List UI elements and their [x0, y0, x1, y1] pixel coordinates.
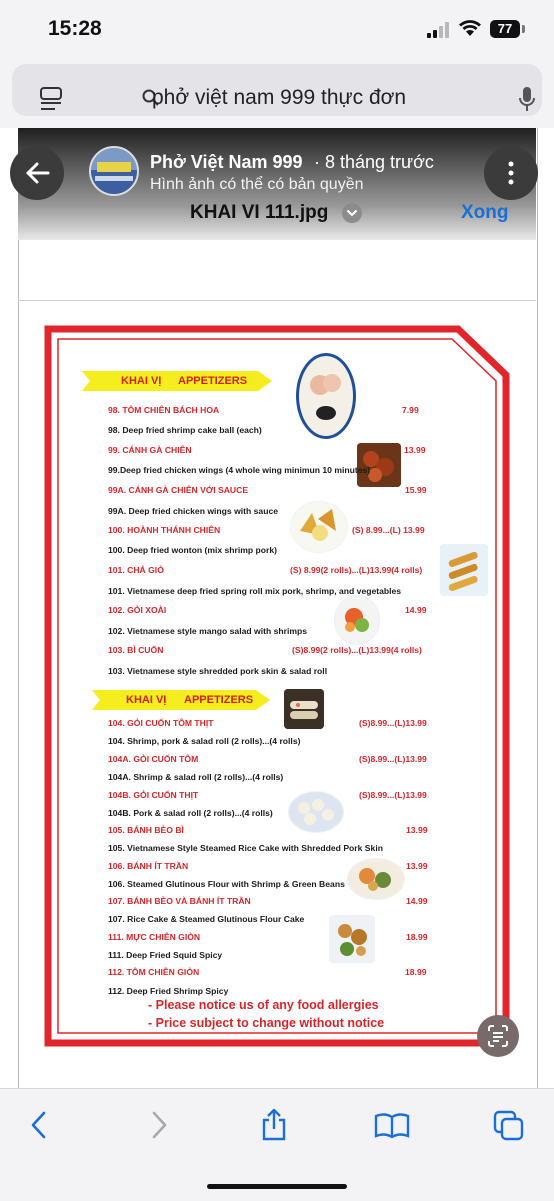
restaurant-photo-icon — [91, 148, 137, 194]
section-banner-appetizers-1 — [96, 371, 258, 391]
file-name[interactable]: KHAI VI 111.jpg — [190, 202, 329, 223]
menu-item-name: 99. CÁNH GÀ CHIÊN — [108, 445, 192, 455]
menu-item-desc: 104B. Pork & salad roll (2 rolls)...(4 rolls) — [108, 808, 273, 818]
menu-item-desc: 100. Deep fried wonton (mix shrimp pork) — [108, 545, 278, 555]
menu-item-price: 14.99 — [406, 896, 428, 906]
menu-item-name: 107. BÁNH BÈO VÀ BÁNH ÍT TRẦN — [108, 896, 251, 906]
menu-item-price: 18.99 — [405, 967, 427, 977]
menu-item-name: 105. BÁNH BÈO BÌ — [108, 825, 184, 835]
menu-item-price: 13.99 — [406, 825, 428, 835]
menu-item-price: (S) 8.99(2 rolls)...(L)13.99(4 rolls) — [290, 565, 423, 575]
menu-item-desc: 99A. Deep fried chicken wings with sauce — [108, 506, 279, 516]
menu-item-name: 111. MỰC CHIÊN GIÒN — [108, 932, 201, 942]
banner-label-vi: KHAI VỊ — [121, 375, 162, 387]
status-time: 15:28 — [48, 17, 102, 40]
food-photo-fried-squid — [329, 915, 375, 963]
menu-item-price: 18.99 — [406, 932, 428, 942]
share-icon[interactable] — [259, 1108, 289, 1142]
reader-mode-icon[interactable] — [40, 87, 62, 111]
price-notice: - Price subject to change without notice — [148, 1016, 385, 1030]
food-photo-fried-wonton — [290, 501, 348, 553]
forward-nav-icon[interactable] — [148, 1108, 170, 1142]
bookmarks-icon[interactable] — [374, 1108, 410, 1142]
menu-item-name: 102. GỎI XOÀI — [108, 605, 167, 615]
menu-item-name: 104A. GỎI CUỐN TÔM — [108, 754, 199, 764]
search-query-text: phở việt nam 999 thực đơn — [152, 86, 407, 109]
menu-item-desc: 104A. Shrimp & salad roll (2 rolls)...(4 rolls) — [108, 772, 284, 782]
more-vertical-icon — [484, 146, 538, 200]
menu-item-desc: 102. Vietnamese style mango salad with shrimps — [108, 626, 308, 636]
arrow-left-icon — [10, 146, 64, 200]
section-banner-appetizers-2 — [106, 690, 256, 710]
done-button[interactable]: Xong — [461, 202, 509, 223]
menu-item-price: (S)8.99(2 rolls)...(L)13.99(4 rolls) — [292, 645, 422, 655]
image-top-edge — [18, 300, 536, 301]
menu-item-desc: 103. Vietnamese style shredded pork skin & salad roll — [108, 666, 328, 676]
menu-item-desc: 101. Vietnamese deep fried spring roll mix pork, shrimp, and vegetables — [108, 586, 402, 596]
menu-image — [44, 325, 510, 1047]
source-time: · 8 tháng trước — [314, 152, 434, 172]
battery-tip — [522, 25, 525, 33]
menu-item-desc: 112. Deep Fried Shrimp Spicy — [108, 986, 229, 996]
menu-item-desc: 104. Shrimp, pork & salad roll (2 rolls)...(4 rolls) — [108, 736, 301, 746]
menu-item-desc: 98. Deep fried shrimp cake ball (each) — [108, 425, 262, 435]
menu-item-name: 98. TÔM CHIÊN BÁCH HOA — [108, 405, 220, 415]
food-photo-spring-rolls — [440, 544, 488, 596]
menu-item-price: (S)8.99...(L)13.99 — [359, 718, 427, 728]
menu-item-name: 103. BÌ CUỐN — [108, 645, 164, 655]
source-avatar[interactable] — [89, 146, 139, 196]
menu-item-desc: 106. Steamed Glutinous Flour with Shrimp & Green Beans — [108, 879, 345, 889]
menu-item-name: 99A. CÁNH GÀ CHIÊN VỚI SAUCE — [108, 485, 249, 495]
food-photo-shrimp-cake — [296, 353, 356, 439]
battery-icon: 77 — [490, 20, 520, 38]
menu-item-name: 100. HOÀNH THÁNH CHIÊN — [108, 525, 221, 535]
banner-label-en: APPETIZERS — [184, 694, 254, 706]
live-text-button[interactable] — [477, 1015, 519, 1057]
banner-arrow-2b — [92, 690, 106, 710]
more-options-button[interactable] — [484, 146, 538, 200]
tabs-icon[interactable] — [493, 1108, 525, 1142]
wifi-icon — [458, 18, 482, 38]
menu-item-name: 104B. GỎI CUỐN THỊT — [108, 790, 199, 800]
menu-item-name: 112. TÔM CHIÊN GIÒN — [108, 967, 200, 977]
cellular-signal-icon — [427, 22, 451, 38]
menu-item-price: 13.99 — [404, 445, 426, 455]
file-options-button[interactable] — [342, 203, 362, 223]
microphone-icon[interactable] — [519, 86, 535, 112]
food-photo-rice-cake — [288, 791, 344, 833]
food-photo-salad-roll — [284, 689, 324, 729]
menu-item-price: 7.99 — [402, 405, 419, 415]
chevron-down-icon — [342, 203, 362, 223]
menu-item-price: (S)8.99...(L)13.99 — [359, 754, 427, 764]
banner-arrow-1b — [82, 371, 96, 391]
allergy-notice: - Please notice us of any food allergies — [148, 998, 379, 1012]
browser-address-area — [0, 56, 554, 128]
menu-item-desc: 99.Deep fried chicken wings (4 whole wing minimun 10 minutes) — [108, 465, 371, 475]
menu-item-name: 104. GỎI CUỐN TÔM THỊT — [108, 718, 214, 728]
menu-item-price: (S)8.99...(L)13.99 — [359, 790, 427, 800]
source-name[interactable]: Phở Việt Nam 999 — [150, 152, 303, 172]
back-button[interactable] — [10, 146, 64, 200]
banner-arrow-2 — [256, 690, 270, 710]
food-photo-mango-salad — [334, 595, 380, 645]
banner-label-en: APPETIZERS — [178, 375, 248, 387]
copyright-notice: Hình ảnh có thể có bản quyền — [150, 176, 364, 193]
banner-arrow-1 — [258, 371, 272, 391]
menu-item-name: 106. BÁNH ÍT TRẦN — [108, 861, 189, 871]
home-indicator — [207, 1184, 347, 1189]
menu-item-desc: 111. Deep Fried Squid Spicy — [108, 950, 223, 960]
live-text-icon — [477, 1015, 519, 1057]
menu-item-price: (S) 8.99...(L) 13.99 — [352, 525, 425, 535]
menu-item-name: 101. CHẢ GIÒ — [108, 565, 164, 575]
search-field[interactable] — [12, 64, 542, 116]
menu-item-price: 14.99 — [405, 605, 427, 615]
menu-item-desc: 107. Rice Cake & Steamed Glutinous Flour Cake — [108, 914, 305, 924]
back-nav-icon[interactable] — [28, 1108, 50, 1142]
menu-item-price: 13.99 — [406, 861, 428, 871]
status-bar — [0, 0, 554, 56]
banner-label-vi: KHAI VỊ — [126, 694, 167, 706]
menu-item-price: 15.99 — [405, 485, 427, 495]
menu-item-desc: 105. Vietnamese Style Steamed Rice Cake with Shredded Pork Skin — [108, 843, 383, 853]
food-photo-banh-it — [347, 858, 405, 900]
